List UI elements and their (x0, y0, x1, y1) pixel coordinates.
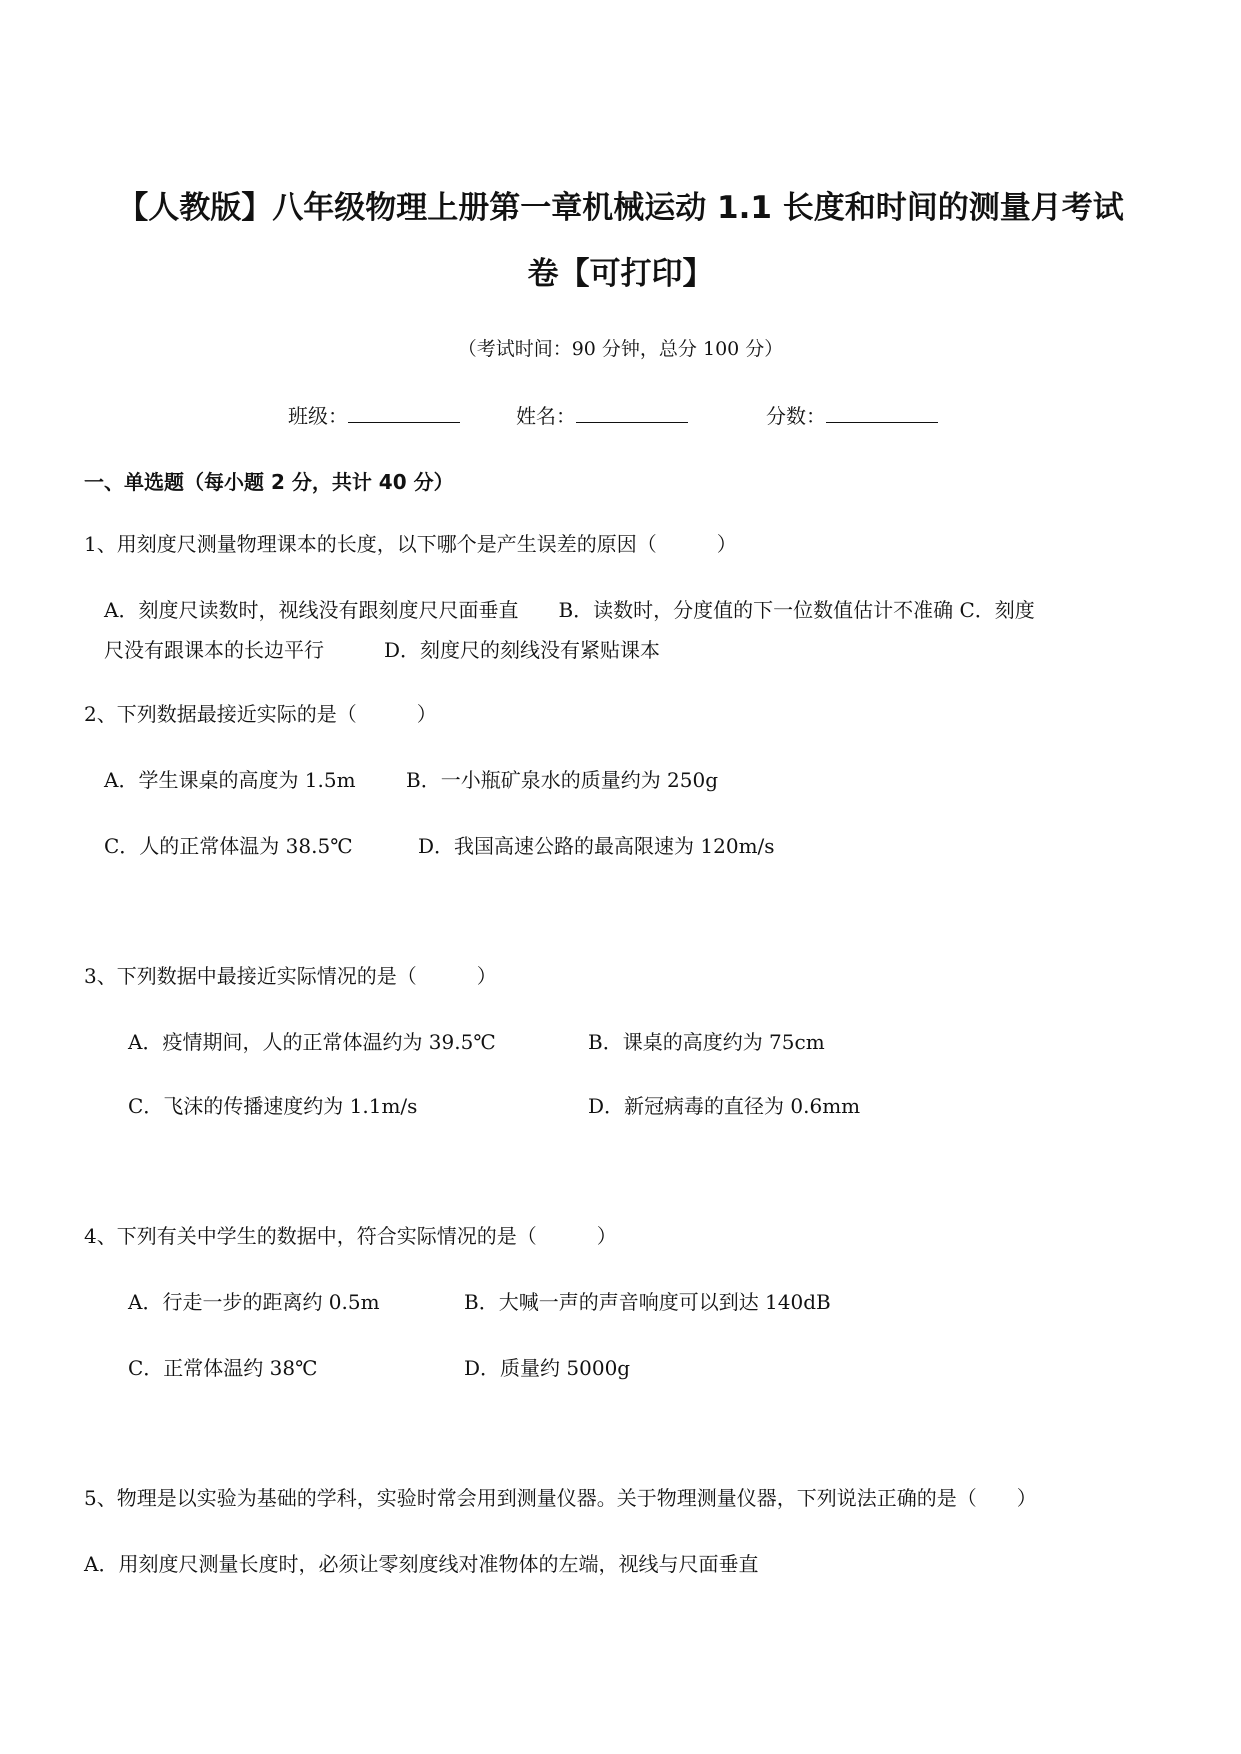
section-heading: 一、单选题（每小题 2 分，共计 40 分） (84, 470, 454, 494)
page-title-line-2: 卷【可打印】 (527, 256, 714, 292)
question-2-option-b: B．一小瓶矿泉水的质量约为 250g (406, 768, 719, 792)
question-1-stem: 1、用刻度尺测量物理课本的长度，以下哪个是产生误差的原因（ ） (84, 532, 737, 556)
question-4-stem: 4、下列有关中学生的数据中，符合实际情况的是（ ） (84, 1224, 617, 1248)
question-1-options-line-1: A．刻度尺读数时，视线没有跟刻度尺尺面垂直 B．读数时，分度值的下一位数值估计不准确 C．刻度 (104, 598, 1035, 622)
score-blank[interactable] (826, 402, 938, 423)
question-5-stem: 5、物理是以实验为基础的学科，实验时常会用到测量仪器。关于物理测量仪器，下列说法正确的是（ ） (84, 1486, 1037, 1510)
exam-info: （考试时间：90 分钟，总分 100 分） (457, 338, 784, 360)
question-3-option-b: B．课桌的高度约为 75cm (588, 1030, 825, 1054)
score-field (766, 402, 938, 430)
class-blank[interactable] (348, 402, 460, 423)
question-3-option-d: D．新冠病毒的直径为 0.6mm (588, 1094, 861, 1118)
name-label: 姓名： (516, 404, 576, 428)
question-3-stem: 3、下列数据中最接近实际情况的是（ ） (84, 964, 497, 988)
name-blank[interactable] (576, 402, 688, 423)
question-2-option-c: C．人的正常体温为 38.5℃ (104, 834, 353, 858)
question-2-option-a: A．学生课桌的高度为 1.5m (104, 768, 356, 792)
question-4-option-b: B．大喊一声的声音响度可以到达 140dB (464, 1290, 831, 1314)
page-title-line-1: 【人教版】八年级物理上册第一章机械运动 1.1 长度和时间的测量月考试 (117, 190, 1124, 226)
question-3-option-c: C．飞沫的传播速度约为 1.1m/s (128, 1094, 418, 1118)
question-4-option-c: C．正常体温约 38℃ (128, 1356, 318, 1380)
question-1-options-line-2: 尺没有跟课本的长边平行 D．刻度尺的刻线没有紧贴课本 (104, 638, 661, 662)
question-5-option-a: A．用刻度尺测量长度时，必须让零刻度线对准物体的左端，视线与尺面垂直 (84, 1552, 759, 1576)
question-3-option-a: A．疫情期间，人的正常体温约为 39.5℃ (128, 1030, 496, 1054)
class-label: 班级： (288, 404, 348, 428)
question-4-option-d: D．质量约 5000g (464, 1356, 631, 1380)
class-field (288, 402, 460, 430)
question-2-option-d: D．我国高速公路的最高限速为 120m/s (418, 834, 775, 858)
question-4-option-a: A．行走一步的距离约 0.5m (128, 1290, 380, 1314)
question-2-stem: 2、下列数据最接近实际的是（ ） (84, 702, 437, 726)
name-field (516, 402, 688, 430)
score-label: 分数： (766, 404, 826, 428)
